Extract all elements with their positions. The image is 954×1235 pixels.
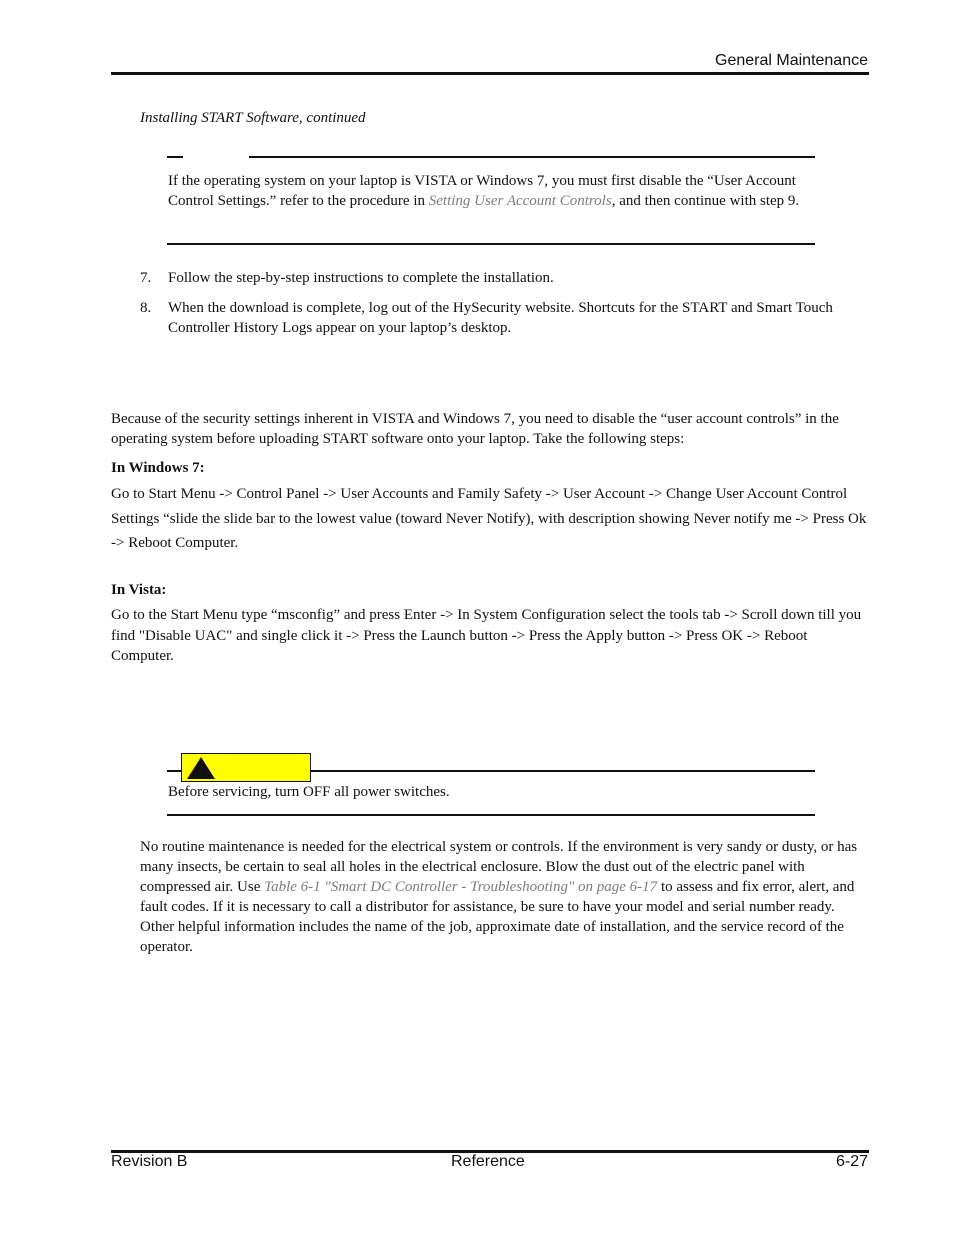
win7-instructions: Go to Start Menu -> Control Panel -> User Accounts and Family Safety -> User Account -> Change User Account Control Settings “slide the slide bar to the lowest value (toward Never Notify), with description showing Never notify me -> Press Ok -> Reboot Computer. [111,486,867,551]
note-link-setting-user-account-controls[interactable]: Setting User Account Controls [428,193,612,209]
uac-intro-paragraph: Because of the security settings inherent in VISTA and Windows 7, you need to disable the “user account controls” in the operating system before uploading START software onto your laptop. Take the following steps: [111,411,839,447]
continued-title: Installing START Software, continued [140,110,366,126]
step-number: 8. [140,300,152,316]
warning-top-rule [310,770,815,772]
vista-heading: In Vista: [111,582,167,598]
footer-revision: Revision B [111,1153,188,1170]
warning-triangle-icon [186,756,216,780]
step-number: 7. [140,270,152,286]
note-top-rule [249,156,815,158]
note-text-before: If the operating system on your laptop is VISTA or Windows 7, you must first disable the “User Account Control Settings.” refer to the procedure in [168,173,796,209]
note-bottom-rule [167,243,815,245]
warning-top-rule-left [167,770,181,772]
warning-label [181,753,311,782]
maintenance-text-after: to assess and fix error, alert, and fault codes. If it is necessary to call a distributor for assistance, be sure to have your model and serial number ready. Other helpful information includes the name of the job, approximate date of installation, and the service record of the operator. [140,879,855,955]
step-text: Follow the step-by-step instructions to complete the installation. [168,270,554,286]
note-text [168,171,816,211]
note-text-after: , and then continue with step 9. [611,193,800,209]
header-section-title: General Maintenance [715,52,868,69]
maintenance-paragraph [140,837,871,957]
step-text: When the download is complete, log out of the HySecurity website. Shortcuts for the START and Smart Touch Controller History Logs appear on your laptop’s desktop. [168,300,833,336]
warning-text: Before servicing, turn OFF all power switches. [168,784,450,800]
warning-bottom-rule [167,814,815,816]
maintenance-link-table-6-1[interactable]: Table 6-1 "Smart DC Controller - Troubleshooting" on page 6-17 [264,879,658,895]
maintenance-text-before: No routine maintenance is needed for the electrical system or controls. If the environment is very sandy or dusty, or has many insects, be certain to seal all holes in the electrical enclosure. Blow the dust out of the electric panel with compressed air. Use [140,839,858,895]
footer-page-number: 6-27 [835,1153,868,1170]
win7-heading: In Windows 7: [111,460,205,476]
footer-center: Reference [451,1153,525,1170]
note-top-rule-short [167,156,183,158]
header-rule [111,72,869,75]
vista-instructions: Go to the Start Menu type “msconfig” and press Enter -> In System Configuration select the tools tab -> Scroll down till you find "Disable UAC" and single click it -> Press the Launch button -> Press the Apply button -> Press OK -> Reboot Computer. [111,607,862,664]
